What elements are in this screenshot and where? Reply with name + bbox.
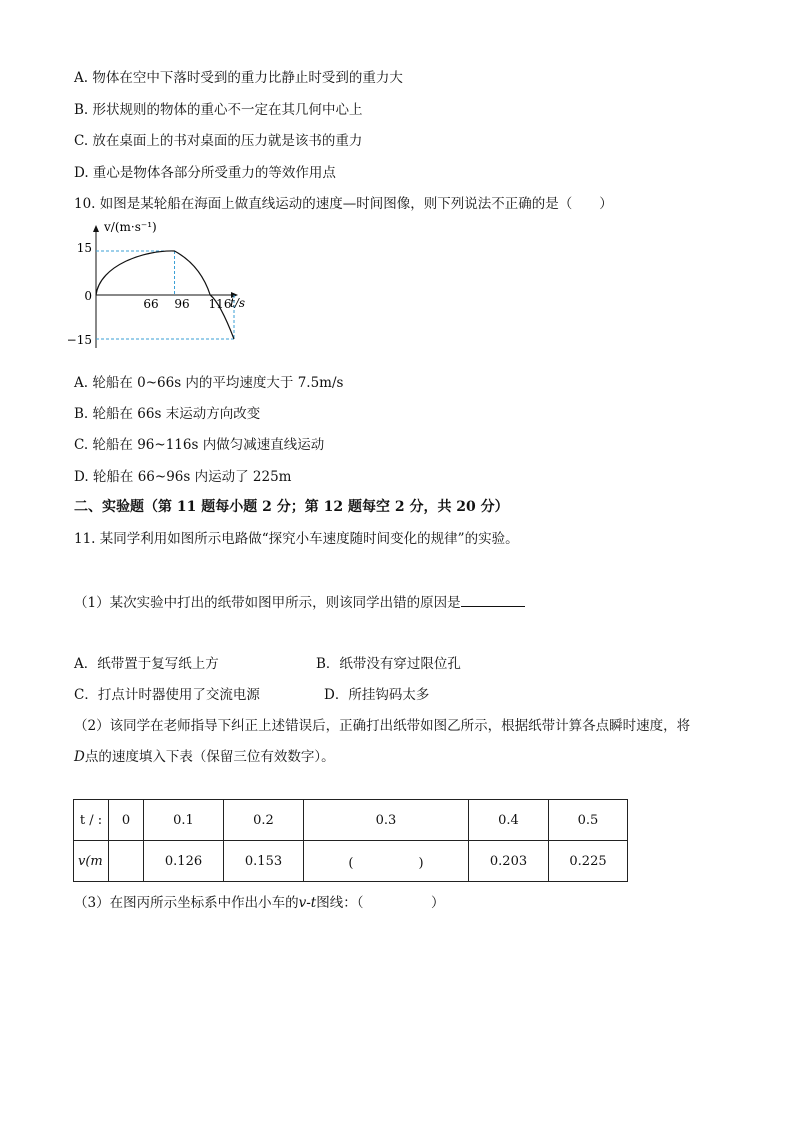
y-tick-neg15: −15: [66, 333, 92, 347]
x-tick-116: 116: [208, 297, 232, 311]
q9-option-c: C. 放在桌面上的书对桌面的压力就是该书的重力: [74, 133, 363, 149]
table-cell: 0.153: [224, 841, 304, 882]
q9-option-b: B. 形状规则的物体的重心不一定在其几何中心上: [74, 102, 363, 118]
q10-option-b: B. 轮船在 66s 末运动方向改变: [74, 406, 261, 422]
table-cell: 0.4: [469, 800, 549, 841]
table-cell: 0.2: [224, 800, 304, 841]
q11-option-c: C．打点计时器使用了交流电源: [74, 687, 260, 703]
table-cell: 0.225: [549, 841, 628, 882]
q11-part2-line2-text: 点的速度填入下表（保留三位有效数字）。: [84, 749, 335, 765]
table-cell: 0.126: [144, 841, 224, 882]
table-cell: 0.1: [144, 800, 224, 841]
q9-option-a: A. 物体在空中下落时受到的重力比静止时受到的重力大: [74, 70, 403, 86]
table-cell: 0: [109, 800, 144, 841]
q11-part2-line2: [74, 745, 335, 765]
table-cell: v(m: [74, 841, 109, 882]
q11-part2-line1: （2）该同学在老师指导下纠正上述错误后，正确打出纸带如图乙所示，根据纸带计算各点瞬时速度，将: [74, 718, 691, 734]
vt-label: v-t: [298, 895, 317, 911]
q9-option-d: D. 重心是物体各部分所受重力的等效作用点: [74, 165, 336, 181]
y-tick-0: 0: [84, 289, 92, 303]
velocity-table: [73, 799, 628, 882]
table-row-time: [74, 800, 628, 841]
q11-part3-pre: （3）在图丙所示坐标系中作出小车的: [74, 895, 299, 911]
q11-option-a: A．纸带置于复写纸上方: [74, 656, 219, 672]
table-cell: [109, 841, 144, 882]
table-cell: t / :: [74, 800, 109, 841]
point-d-label: D: [74, 749, 85, 765]
y-tick-15: 15: [76, 241, 92, 255]
q11-part3: [74, 891, 444, 911]
velocity-time-graph: [66, 216, 270, 356]
table-row-velocity: [74, 841, 628, 882]
q10-option-a: A. 轮船在 0~66s 内的平均速度大于 7.5m/s: [74, 375, 344, 391]
q11-option-d: D．所挂钩码太多: [324, 687, 430, 703]
table-cell: 0.3: [304, 800, 469, 841]
answer-blank[interactable]: [461, 594, 525, 607]
y-axis-label: v/(m·s⁻¹): [104, 220, 157, 234]
section-heading: 二、实验题（第 11 题每小题 2 分；第 12 题每空 2 分，共 20 分）: [74, 499, 509, 515]
q10-option-c: C. 轮船在 96~116s 内做匀减速直线运动: [74, 437, 325, 453]
answer-cell[interactable]: ( ): [304, 841, 469, 882]
q11-part1: [74, 591, 525, 611]
q10-option-d: D. 轮船在 66~96s 内运动了 225m: [74, 469, 292, 485]
x-tick-96: 96: [174, 297, 190, 311]
x-axis-label: t/s: [230, 296, 246, 310]
q11-part1-text: （1）某次实验中打出的纸带如图甲所示，则该同学出错的原因是: [74, 595, 461, 611]
q11-option-b: B．纸带没有穿过限位孔: [316, 656, 461, 672]
q10-stem: 10. 如图是某轮船在海面上做直线运动的速度—时间图像，则下列说法不正确的是（ ）: [74, 196, 613, 212]
q11-part3-post: 图线：（ ）: [316, 895, 445, 911]
table-cell: 0.203: [469, 841, 549, 882]
table-cell: 0.5: [549, 800, 628, 841]
q11-stem: 11. 某同学利用如图所示电路做“探究小车速度随时间变化的规律”的实验。: [74, 531, 519, 547]
x-tick-66: 66: [143, 297, 159, 311]
y-axis-arrow: [93, 225, 99, 232]
